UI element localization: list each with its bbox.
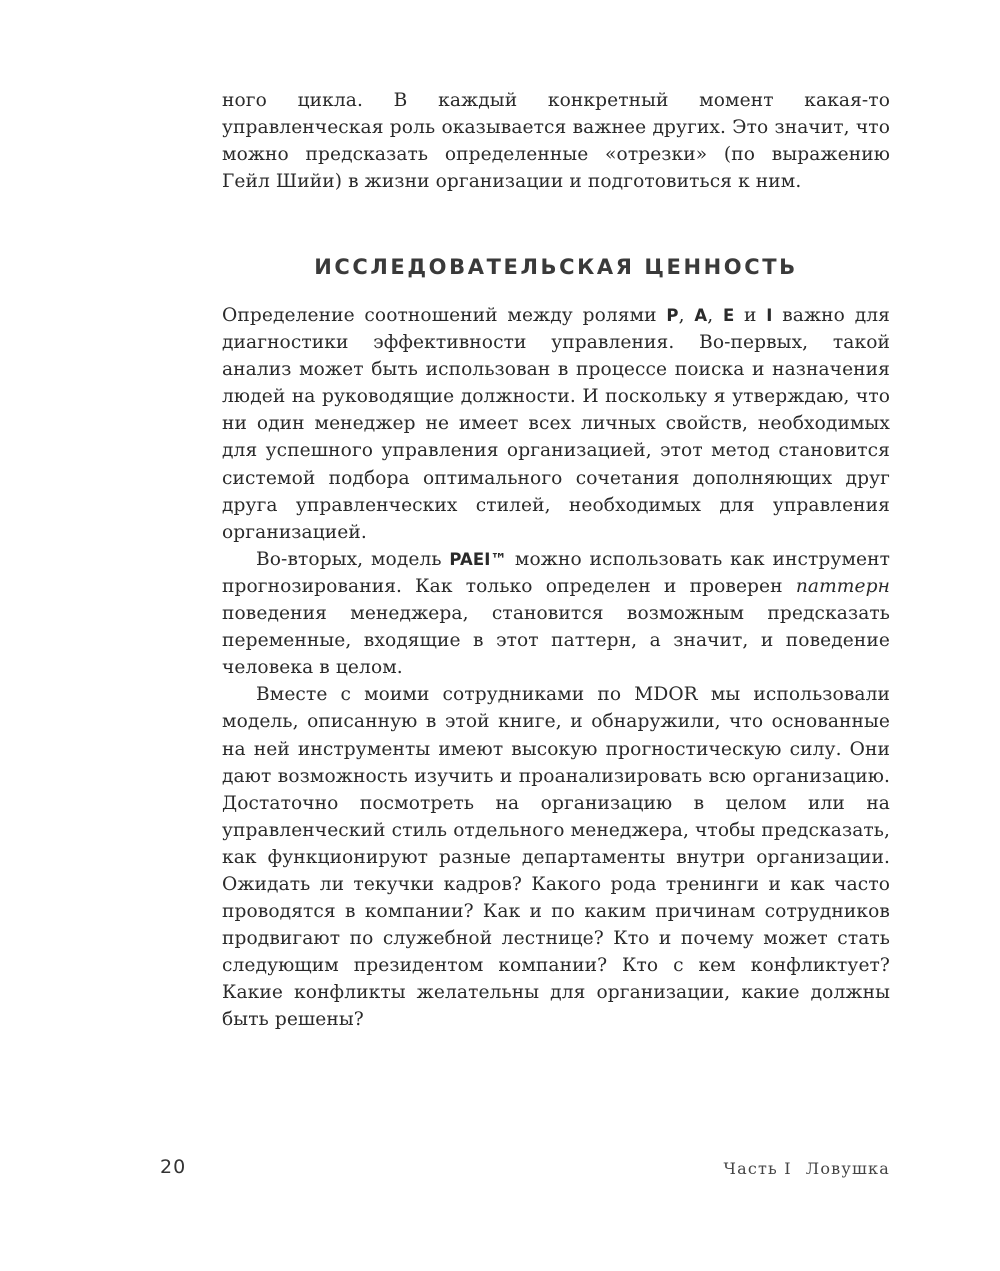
body-text (222, 302, 890, 1034)
paragraph-2-text-c: поведения менеджера, становится возможным предсказать переменные, входящие в этот паттерн, а значит, и поведение человека в целом. (222, 603, 890, 679)
italic-term: паттерн (795, 575, 890, 597)
paragraph-3: Вместе с моими сотрудниками по MDOR мы использовали модель, описанную в этой книге, и обнаружили, что основанные на ней инструменты имеют высокую прогностическую силу. Они дают возможность изучить и проанализировать всю организацию. Достаточно посмотреть на организацию в целом или на управленческий стиль отдельного менеджера, чтобы предсказать, как функционируют разные департаменты внутри организации. Ожидать ли текучки кадров? Какого рода тренинги и как часто проводятся в компании? Как и по каким причинам сотрудников продвигают по служебной лестнице? Кто и почему может стать следующим президентом компании? Кто с кем конфликтует? Какие конфликты желательны для организации, какие должны быть решены? (222, 684, 890, 1031)
paragraph-2 (222, 546, 890, 681)
role-p: P (666, 306, 679, 325)
paragraph-1-text-a: Определение соотношений между ролями (222, 305, 667, 326)
role-a: A (694, 306, 708, 325)
paragraph-1 (222, 302, 890, 546)
part-label: Часть I (723, 1159, 792, 1178)
running-footer (724, 1159, 890, 1178)
page-number: 20 (160, 1156, 187, 1178)
role-i: I (766, 306, 773, 325)
paragraph-1-text-b: важно для диагностики эффективности управления. Во-первых, такой анализ может быть использован в процессе поиска и назначения людей на руководящие должности. И поскольку я утверждаю, что ни один менеджер не имеет всех личных свойств, необходимых для успешного управления организацией, этот метод становится системой подбора оптимального сочетания дополняющих друг друга управленческих стилей, необходимых для управления организацией. (222, 305, 890, 543)
paragraph-2-text-b: можно использовать как инструмент прогнозирования. Как только определен и проверен (222, 548, 890, 597)
separator: и (734, 305, 767, 326)
model-name: PAEI™ (449, 549, 508, 569)
role-e: E (722, 306, 735, 325)
intro-text (222, 87, 890, 195)
section-heading: ИССЛЕДОВАТЕЛЬСКАЯ ЦЕННОСТЬ (314, 255, 798, 279)
separator: , (707, 305, 723, 326)
separator: , (678, 305, 695, 326)
intro-paragraph: ного цикла. В каждый конкретный момент какая-то управленческая роль оказывается важнее других. Это значит, что можно предсказать определенные «отрезки» (по выражению Гейл Шийи) в жизни организации и подготовиться к ним. (222, 90, 890, 193)
paragraph-2-text-a: Во-вторых, модель (256, 548, 450, 570)
chapter-label: Ловушка (805, 1159, 890, 1178)
